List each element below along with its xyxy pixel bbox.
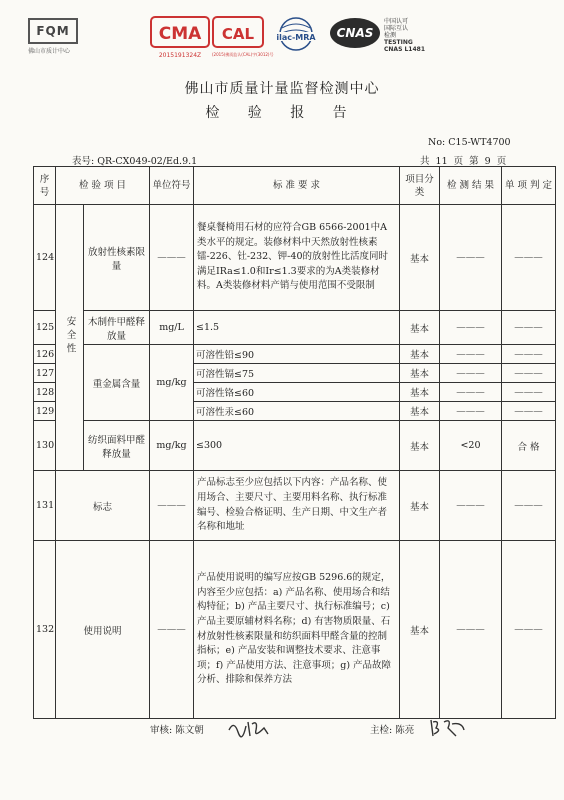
fqm-logo-caption: 佛山市质计中心: [28, 48, 71, 55]
category: 基本: [400, 541, 440, 719]
standard-requirement: 餐桌餐椅用石材的应符合GB 6566-2001中A类水平的规定。装修材料中天然放射性核素镭-226、钍-232、钾-40的放射性比活度同时满足IRa≤1.0和Ir≤1.3要求的为A类装修材料。A类装修材料产销与使用范围不受限制: [194, 205, 400, 311]
category: 基本: [400, 421, 440, 471]
inspector-signature: [370, 722, 414, 736]
reviewer-handwritten-signature: [226, 716, 272, 740]
result: <20: [440, 421, 502, 471]
item-name: 标志: [56, 471, 150, 541]
category: 基本: [400, 345, 440, 364]
inspector-name: 陈亮: [395, 725, 415, 736]
cnas-line: 中国认可: [384, 18, 409, 25]
cal-caption: (2015)佛质监认(CAL)字(3012)号: [212, 52, 274, 57]
item-name: 放射性核素限量: [84, 205, 150, 311]
table-header-row: [34, 167, 556, 205]
category: 基本: [400, 311, 440, 345]
cma-logo-icon: [150, 16, 210, 48]
item-name: 重金属含量: [84, 345, 150, 421]
unit: ———: [150, 205, 194, 311]
table-row: [34, 311, 556, 345]
group-label-safety: [56, 205, 84, 471]
ilac-logo-text: ilac-MRA: [276, 33, 316, 42]
result: ———: [440, 541, 502, 719]
row-number: 125: [34, 311, 56, 345]
organization-name: 佛山市质量计量监督检测中心: [184, 81, 380, 97]
cnas-line: 国际互认: [384, 25, 409, 32]
fqm-logo: [28, 18, 84, 55]
category: 基本: [400, 364, 440, 383]
certification-logos: [0, 14, 564, 66]
cma-caption: 2015191324Z: [158, 52, 202, 59]
reviewer-signature: [150, 722, 204, 736]
col-unit: 单位符号: [150, 167, 194, 205]
verdict: ———: [502, 402, 556, 421]
col-verdict: 单 项 判 定: [502, 167, 556, 205]
verdict: ———: [502, 541, 556, 719]
row-number: 130: [34, 421, 56, 471]
standard-requirement: 产品使用说明的编写应按GB 5296.6的规定，内容至少应包括：a) 产品名称、使用场合和结构特征；b) 产品主要尺寸、执行标准编号；c) 产品主要原辅材料名称；d) 有害物质限量、石材放射性核素限量和纺织面料甲醛含量的控制指标；e) 产品安装和调整技术要求、注意事项；f) 产品使用方法、注意事项；g) 产品故障分析、排除和保养方法: [194, 541, 400, 719]
unit: ———: [150, 541, 194, 719]
verdict: ———: [502, 383, 556, 402]
form-number: 表号: QR-CX049-02/Ed.9.1: [72, 156, 198, 167]
result: ———: [440, 383, 502, 402]
result: ———: [440, 364, 502, 383]
table-row: [34, 471, 556, 541]
page-count: 共 11 页 第 9 页: [420, 156, 507, 167]
verdict: ———: [502, 364, 556, 383]
cal-logo-icon: [212, 16, 264, 48]
row-number: 126: [34, 345, 56, 364]
item-name: 纺织面料甲醛释放量: [84, 421, 150, 471]
standard-requirement: ≤1.5: [194, 311, 400, 345]
row-number: 129: [34, 402, 56, 421]
report-number: No: C15-WT4700: [428, 137, 511, 148]
cnas-logo-icon: [328, 16, 382, 50]
inspector-label: 主检:: [370, 725, 393, 736]
unit: mg/kg: [150, 421, 194, 471]
row-number: 132: [34, 541, 56, 719]
document-title: 检 验 报 告: [205, 105, 359, 121]
cma-logo: [150, 16, 210, 59]
unit: mg/kg: [150, 345, 194, 421]
inspector-handwritten-signature: [428, 716, 468, 740]
col-item: 检 验 项 目: [56, 167, 150, 205]
row-number: 124: [34, 205, 56, 311]
table-row: [34, 541, 556, 719]
result: ———: [440, 471, 502, 541]
result: ———: [440, 402, 502, 421]
table-row: [34, 421, 556, 471]
category: 基本: [400, 383, 440, 402]
standard-requirement: ≤300: [194, 421, 400, 471]
verdict: ———: [502, 471, 556, 541]
fqm-logo-mark: FQM: [28, 18, 78, 44]
standard-requirement: 可溶性铅≤90: [194, 345, 400, 364]
cnas-line: 检测: [384, 32, 397, 39]
unit: mg/L: [150, 311, 194, 345]
row-number: 128: [34, 383, 56, 402]
col-result: 检 测 结 果: [440, 167, 502, 205]
verdict: 合 格: [502, 421, 556, 471]
row-number: 131: [34, 471, 56, 541]
result: ———: [440, 345, 502, 364]
group-label-text: 安全性: [64, 315, 76, 357]
cnas-line: TESTING: [384, 39, 413, 46]
table-row: [34, 205, 556, 311]
item-name: 使用说明: [56, 541, 150, 719]
result: ———: [440, 311, 502, 345]
cnas-logo: [328, 16, 382, 54]
col-seq: 序号: [34, 167, 56, 205]
cal-logo: [212, 16, 273, 58]
category: 基本: [400, 402, 440, 421]
unit: ———: [150, 471, 194, 541]
category: 基本: [400, 471, 440, 541]
cma-logo-text: CMA: [158, 24, 202, 44]
verdict: ———: [502, 205, 556, 311]
cal-logo-text: CAL: [221, 25, 255, 43]
standard-requirement: 产品标志至少应包括以下内容：产品名称、使用场合、主要尺寸、主要用料名称、执行标准编号、检验合格证明、生产日期、中文生产者名称和地址: [194, 471, 400, 541]
ilac-logo: [272, 16, 320, 60]
standard-requirement: 可溶性汞≤60: [194, 402, 400, 421]
reviewer-label: 审核:: [150, 725, 173, 736]
standard-requirement: 可溶性铬≤60: [194, 383, 400, 402]
col-category: 项目分类: [400, 167, 440, 205]
verdict: ———: [502, 345, 556, 364]
verdict: ———: [502, 311, 556, 345]
cnas-line: CNAS L1481: [384, 46, 426, 53]
cnas-accreditation-text: [384, 18, 425, 53]
category: 基本: [400, 205, 440, 311]
ilac-logo-icon: [272, 16, 320, 56]
reviewer-name: 陈文朝: [175, 725, 204, 736]
table-row: [34, 345, 556, 364]
col-standard: 标 准 要 求: [194, 167, 400, 205]
row-number: 127: [34, 364, 56, 383]
item-name: 木制件甲醛释放量: [84, 311, 150, 345]
inspection-table: [33, 166, 556, 719]
standard-requirement: 可溶性镉≤75: [194, 364, 400, 383]
result: ———: [440, 205, 502, 311]
cnas-logo-text: CNAS: [336, 26, 374, 40]
